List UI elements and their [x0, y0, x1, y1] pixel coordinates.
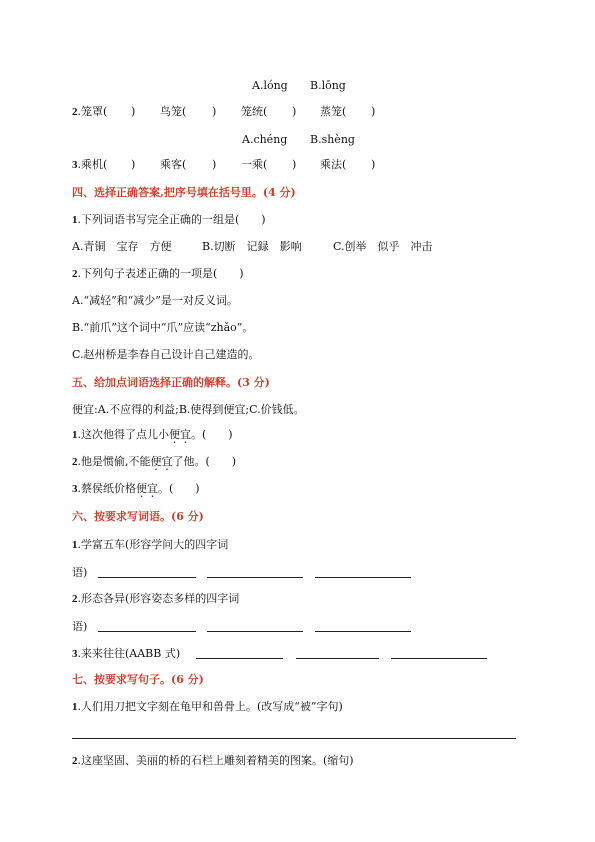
- q5-sentence-1: 1.这次他得了点儿小便宜。( ): [72, 428, 233, 441]
- q6-question-1-cont: 语): [72, 566, 88, 579]
- answer-blank[interactable]: [296, 658, 379, 659]
- q4-statement-c: C.赵州桥是李春自己设计自己建造的。: [72, 348, 260, 361]
- q3-item-2: 2.笼罩(: [72, 105, 108, 118]
- q3-item-3-word-3: 一乘(: [241, 158, 268, 171]
- bracket-close: ): [131, 158, 136, 171]
- answer-blank[interactable]: [196, 658, 283, 659]
- answer-blank[interactable]: [98, 631, 196, 632]
- q3-item-2-word-4: 蒸笼(: [320, 105, 347, 118]
- q4-option-b: B.切断 记録 影响: [202, 240, 302, 253]
- answer-line[interactable]: [72, 738, 516, 739]
- bracket-close: ): [292, 158, 297, 171]
- bracket-close: ): [371, 105, 376, 118]
- q6-question-2-cont: 语): [72, 620, 88, 633]
- q3-item-2-word-3: 笼统(: [241, 105, 268, 118]
- section-7-heading: 七、按要求写句子。(6 分): [72, 673, 204, 686]
- definition-line: 便宜:A.不应得的利益;B.使得到便宜;C.价钱低。: [72, 403, 305, 416]
- q4-question-2: 2.下列句子表述正确的一项是( ): [72, 267, 244, 280]
- section-5-heading: 五、给加点词语选择正确的解释。(3 分): [72, 376, 270, 389]
- q6-question-1: 1.学富五车(形容学问大的四字词: [72, 538, 229, 551]
- bracket-close: ): [371, 158, 376, 171]
- q4-statement-b: B.“前爪”这个词中“爪”应读“zhǎo”。: [72, 321, 254, 334]
- q4-option-c: C.创举 似乎 冲击: [333, 240, 433, 253]
- pinyin-option-b: B.lōng: [310, 79, 346, 92]
- bracket-close: ): [212, 105, 217, 118]
- answer-blank[interactable]: [98, 577, 196, 578]
- answer-blank[interactable]: [315, 631, 411, 632]
- q3-item-3-word-2: 乘客(: [160, 158, 187, 171]
- bracket-close: ): [131, 105, 136, 118]
- pinyin-option-a: A.chéng: [242, 133, 288, 146]
- q4-question-1: 1.下列词语书写完全正确的一组是( ): [72, 213, 266, 226]
- bracket-close: ): [292, 105, 297, 118]
- pinyin-option-b: B.shèng: [310, 133, 355, 146]
- answer-blank[interactable]: [391, 658, 487, 659]
- q7-question-1: 1.人们用刀把文字刻在龟甲和兽骨上。(改写成“被”字句): [72, 700, 343, 713]
- q3-item-2-word-2: 鸟笼(: [160, 105, 187, 118]
- answer-blank[interactable]: [207, 631, 303, 632]
- q7-question-2: 2.这座坚固、美丽的桥的石栏上雕刻着精美的图案。(缩句): [72, 754, 354, 767]
- q5-sentence-3: 3.蔡侯纸价格便宜。( ): [72, 482, 200, 495]
- bracket-close: ): [212, 158, 217, 171]
- q4-option-a: A.青铜 宝存 方便: [72, 240, 172, 253]
- q4-statement-a: A.“减轻”和“减少”是一对反义词。: [72, 294, 238, 307]
- q6-question-3: 3.来来往往(AABB 式): [72, 647, 181, 660]
- pinyin-option-a: A.lóng: [252, 79, 288, 92]
- section-4-heading: 四、选择正确答案,把序号填在括号里。(4 分): [72, 186, 296, 199]
- section-6-heading: 六、按要求写词语。(6 分): [72, 510, 204, 523]
- q3-item-3: 3.乘机(: [72, 158, 108, 171]
- q3-item-3-word-4: 乘法(: [320, 158, 347, 171]
- q6-question-2: 2.形态各异(形容姿态多样的四字词: [72, 592, 240, 605]
- answer-blank[interactable]: [315, 577, 411, 578]
- q5-sentence-2: 2.他是惯偷,不能便宜了他。( ): [72, 455, 237, 468]
- answer-blank[interactable]: [207, 577, 303, 578]
